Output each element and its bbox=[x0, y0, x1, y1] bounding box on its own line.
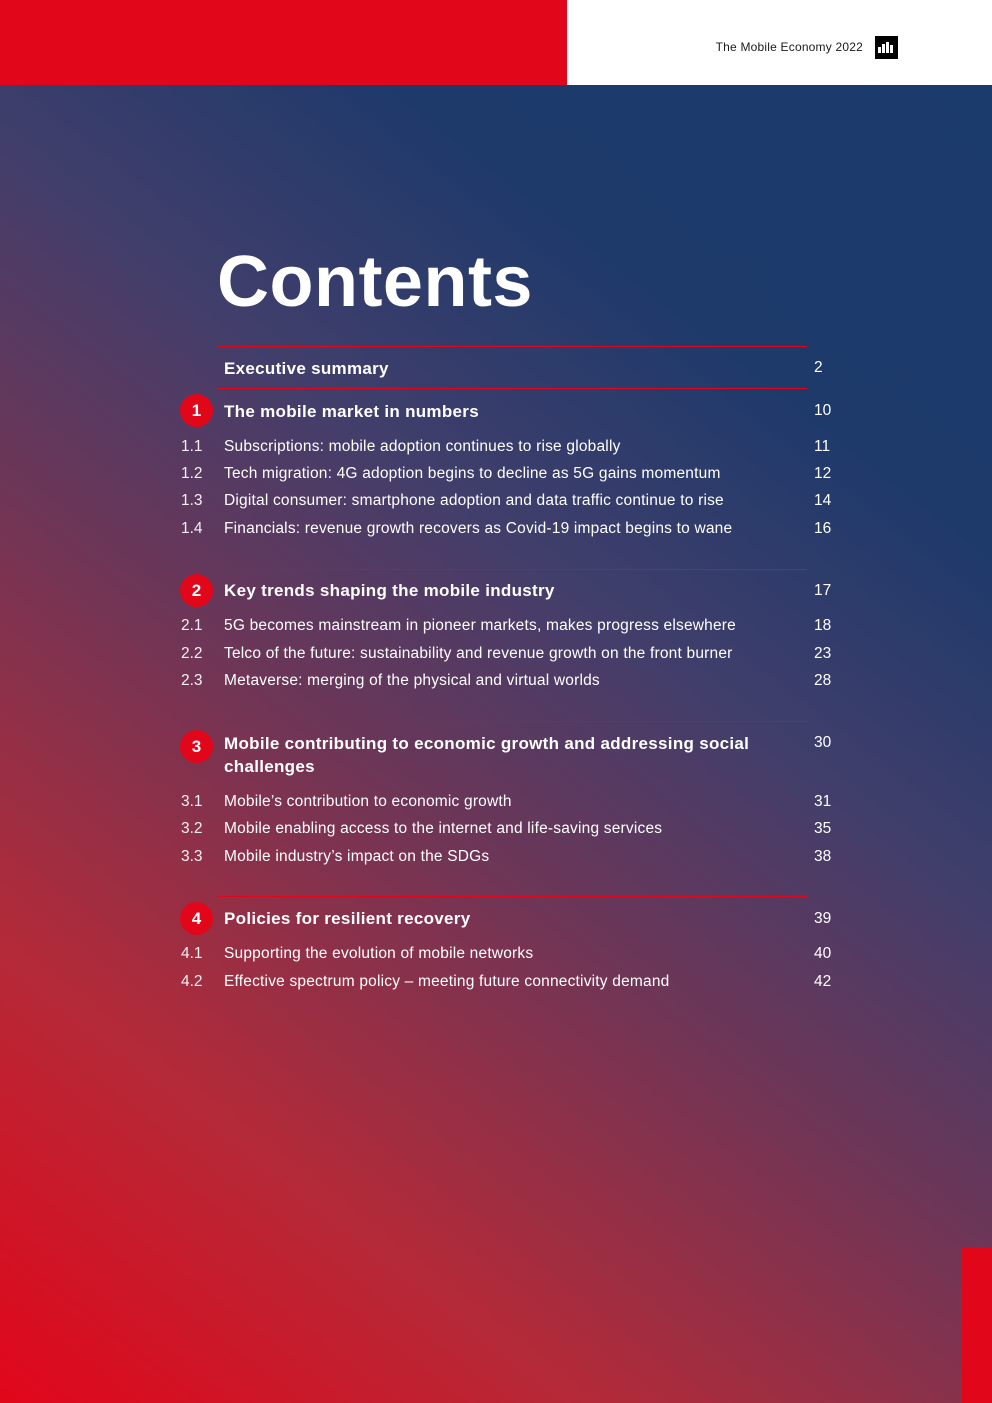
toc-page-number: 17 bbox=[814, 582, 832, 599]
toc-executive-summary[interactable]: Executive summary bbox=[224, 359, 389, 378]
section-number-badge: 1 bbox=[180, 394, 213, 427]
toc-section-title[interactable]: Policies for resilient recovery bbox=[224, 909, 471, 928]
toc-item-number: 4.2 bbox=[181, 973, 203, 990]
toc-item[interactable]: Supporting the evolution of mobile networks bbox=[224, 945, 534, 962]
toc-item[interactable]: Effective spectrum policy – meeting future connectivity demand bbox=[224, 973, 670, 990]
toc-item[interactable]: Mobile enabling access to the internet and life-saving services bbox=[224, 820, 663, 837]
toc-page-number: 14 bbox=[814, 492, 832, 509]
header-red-band bbox=[0, 0, 567, 85]
toc-item-number: 2.1 bbox=[181, 617, 203, 634]
toc-item-number: 2.3 bbox=[181, 672, 203, 689]
toc-item[interactable]: Digital consumer: smartphone adoption and data traffic continue to rise bbox=[224, 492, 724, 509]
divider bbox=[217, 721, 807, 722]
divider bbox=[217, 569, 807, 570]
toc-page-number: 28 bbox=[814, 672, 832, 689]
toc-item[interactable]: Financials: revenue growth recovers as Covid-19 impact begins to wane bbox=[224, 520, 733, 537]
toc-item[interactable]: Mobile industry’s impact on the SDGs bbox=[224, 848, 490, 865]
toc-page-number: 35 bbox=[814, 820, 832, 837]
toc-page-number: 11 bbox=[814, 438, 831, 455]
toc-item[interactable]: 5G becomes mainstream in pioneer markets, makes progress elsewhere bbox=[224, 617, 736, 634]
toc-item[interactable]: Subscriptions: mobile adoption continues to rise globally bbox=[224, 438, 621, 455]
toc-page-number: 42 bbox=[814, 973, 832, 990]
toc-item-number: 1.4 bbox=[181, 520, 203, 537]
toc-item-number: 3.3 bbox=[181, 848, 203, 865]
toc-item-number: 3.1 bbox=[181, 793, 203, 810]
toc-item-number: 2.2 bbox=[181, 645, 203, 662]
section-number-badge: 3 bbox=[180, 730, 213, 763]
toc-item[interactable]: Mobile’s contribution to economic growth bbox=[224, 793, 512, 810]
toc-item-number: 1.2 bbox=[181, 465, 203, 482]
toc-item-number: 3.2 bbox=[181, 820, 203, 837]
section-number-badge: 4 bbox=[180, 902, 213, 935]
toc-page-number: 31 bbox=[814, 793, 832, 810]
divider bbox=[217, 346, 807, 347]
toc-section-title[interactable]: Key trends shaping the mobile industry bbox=[224, 581, 555, 600]
toc-page-number: 30 bbox=[814, 734, 832, 751]
toc-page-number: 23 bbox=[814, 645, 832, 662]
toc-item-number: 1.3 bbox=[181, 492, 203, 509]
divider bbox=[217, 388, 807, 389]
toc-section-title[interactable]: Mobile contributing to economic growth and addressing social challenges bbox=[224, 734, 750, 776]
toc-page-number: 16 bbox=[814, 520, 832, 537]
toc-page-number: 40 bbox=[814, 945, 832, 962]
toc-section-title[interactable]: The mobile market in numbers bbox=[224, 402, 479, 421]
toc-item[interactable]: Metaverse: merging of the physical and virtual worlds bbox=[224, 672, 600, 689]
publication-title: The Mobile Economy 2022 bbox=[715, 40, 863, 54]
toc-item[interactable]: Tech migration: 4G adoption begins to decline as 5G gains momentum bbox=[224, 465, 721, 482]
toc-page-number: 39 bbox=[814, 910, 832, 927]
toc-page-number: 38 bbox=[814, 848, 832, 865]
page-title: Contents bbox=[217, 242, 533, 322]
toc-item[interactable]: Telco of the future: sustainability and revenue growth on the front burner bbox=[224, 645, 733, 662]
toc-item-number: 1.1 bbox=[181, 438, 203, 455]
toc-page-number: 2 bbox=[814, 359, 823, 376]
toc-page-number: 10 bbox=[814, 402, 832, 419]
toc-page-number: 12 bbox=[814, 465, 832, 482]
gsma-building-icon bbox=[875, 36, 898, 59]
toc-item-number: 4.1 bbox=[181, 945, 203, 962]
divider bbox=[217, 896, 807, 897]
toc-page-number: 18 bbox=[814, 617, 832, 634]
corner-accent bbox=[962, 1247, 992, 1403]
section-number-badge: 2 bbox=[180, 574, 213, 607]
